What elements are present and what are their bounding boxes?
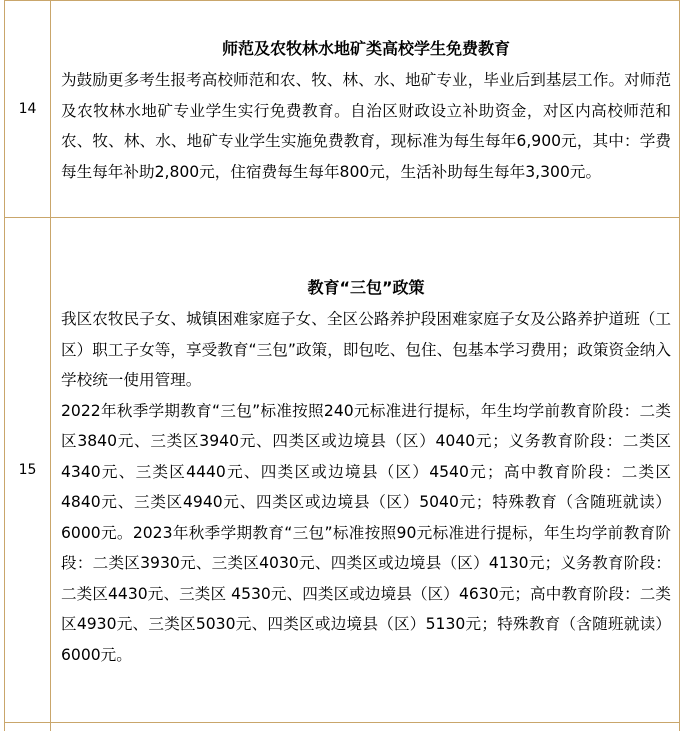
row-content (51, 1, 680, 218)
table-row-partial (5, 723, 680, 731)
row-title: 师范及农牧林水地矿类高校学生免费教育 (61, 33, 671, 65)
row-paragraph: 为鼓励更多考生报考高校师范和农、牧、林、水、地矿专业，毕业后到基层工作。对师范及农牧林水地矿专业学生实行免费教育。自治区财政设立补助资金，对区内高校师范和农、牧、林、水、地矿专业学生实施免费教育，现标准为每生每年6,900元，其中：学费每生每年补助2,800元，住宿费每生每年800元，生活补助每生每年3,300元。 (61, 65, 671, 187)
row-number-cell (5, 723, 51, 731)
row-paragraph: 2022年秋季学期教育“三包”标准按照240元标准进行提标，年生均学前教育阶段：二类区3840元、三类区3940元、四类区或边境县（区）4040元；义务教育阶段：二类区4340元、三类区4440元、四类区或边境县（区）4540元；高中教育阶段：二类区4840元、三类区4940元、四类区或边境县（区）5040元；特殊教育（含随班就读）6000元。2023年秋季学期教育“三包”标准按照90元标准进行提标，年生均学前教育阶段：二类区3930元、三类区4030元、四类区或边境县（区）4130元；义务教育阶段：二类区4430元、三类区 4530元、四类区或边境县（区）4630元；高中教育阶段：二类区4930元、三类区5030元、四类区或边境县（区）5130元；特殊教育（含随班就读）6000元。 (61, 396, 671, 671)
table-row (5, 218, 680, 723)
row-number: 15 (5, 218, 51, 723)
row-content-cell (51, 723, 680, 731)
table-row (5, 1, 680, 218)
policy-table (4, 0, 680, 731)
row-number: 14 (5, 1, 51, 218)
row-paragraph: 我区农牧民子女、城镇困难家庭子女、全区公路养护段困难家庭子女及公路养护道班（工区）职工子女等，享受教育“三包”政策，即包吃、包住、包基本学习费用；政策资金纳入学校统一使用管理。 (61, 304, 671, 396)
row-content (51, 218, 680, 723)
row-title: 教育“三包”政策 (61, 272, 671, 304)
